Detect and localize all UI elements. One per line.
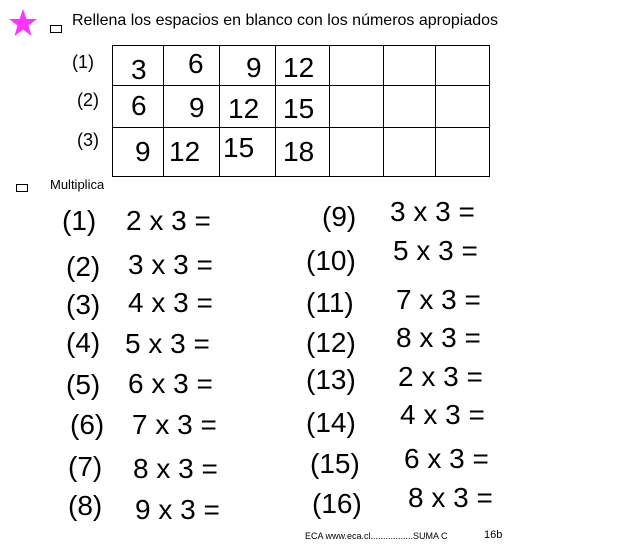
checkbox-icon xyxy=(50,25,62,33)
problem-expression: 3 x 3 = xyxy=(128,249,213,280)
problem-expression: 8 x 3 = xyxy=(133,453,218,484)
problem-label: (10) xyxy=(306,245,356,276)
problem-expression: 4 x 3 = xyxy=(128,287,213,318)
footer-source: ECA www.eca.cl.................SUMA C xyxy=(305,531,448,541)
problem-expression: 6 x 3 = xyxy=(128,368,213,399)
problem-label: (4) xyxy=(66,327,101,358)
problem-label: (5) xyxy=(66,369,101,400)
problem-label: (16) xyxy=(312,488,362,519)
grid-cell: 12 xyxy=(169,136,201,167)
problem-label: (2) xyxy=(66,251,101,282)
number-grid xyxy=(112,45,490,177)
grid-cell: 6 xyxy=(131,90,147,121)
problem-label: (6) xyxy=(70,409,105,440)
grid-cell: 12 xyxy=(283,52,315,83)
grid-cell: 15 xyxy=(223,132,255,163)
row-label-2: (2) xyxy=(77,90,99,110)
problem-label: (13) xyxy=(306,364,356,395)
problem-expression: 9 x 3 = xyxy=(135,494,220,525)
instruction-multiply: Multiplica xyxy=(50,177,105,192)
grid-cell: 12 xyxy=(228,93,260,124)
problem-label: (12) xyxy=(306,327,356,358)
star-icon xyxy=(8,8,38,38)
instruction-fill-blanks: Rellena los espacios en blanco con los números apropiados xyxy=(72,12,499,29)
problem-label: (14) xyxy=(306,407,356,438)
grid-cell: 9 xyxy=(135,136,151,167)
problem-expression: 2 x 3 = xyxy=(126,205,211,236)
grid-cell: 3 xyxy=(131,54,147,85)
problem-label: (7) xyxy=(68,451,103,482)
problem-label: (11) xyxy=(306,287,354,318)
problem-expression: 3 x 3 = xyxy=(390,196,475,227)
problem-expression: 6 x 3 = xyxy=(404,443,489,474)
problem-expression: 7 x 3 = xyxy=(132,409,217,440)
problem-label: (15) xyxy=(310,448,360,479)
problem-label: (3) xyxy=(66,289,101,320)
problem-expression: 8 x 3 = xyxy=(408,482,493,513)
grid-cell: 15 xyxy=(283,93,315,124)
problem-expression: 8 x 3 = xyxy=(396,322,481,353)
grid-cell: 9 xyxy=(246,52,262,83)
row-label-3: (3) xyxy=(77,130,99,150)
problem-expression: 5 x 3 = xyxy=(393,235,478,266)
problem-expression: 5 x 3 = xyxy=(125,328,210,359)
problem-expression: 2 x 3 = xyxy=(398,361,483,392)
problem-expression: 7 x 3 = xyxy=(396,284,481,315)
problem-label: (8) xyxy=(68,490,103,521)
problem-label: (9) xyxy=(322,201,357,232)
problem-expression: 4 x 3 = xyxy=(400,399,485,430)
grid-cell: 6 xyxy=(188,48,204,79)
checkbox-icon xyxy=(16,184,28,192)
footer-page: 16b xyxy=(484,529,503,541)
grid-cell: 18 xyxy=(283,136,315,167)
row-label-1: (1) xyxy=(72,52,94,72)
grid-cell: 9 xyxy=(189,92,205,123)
problem-label: (1) xyxy=(62,205,97,236)
